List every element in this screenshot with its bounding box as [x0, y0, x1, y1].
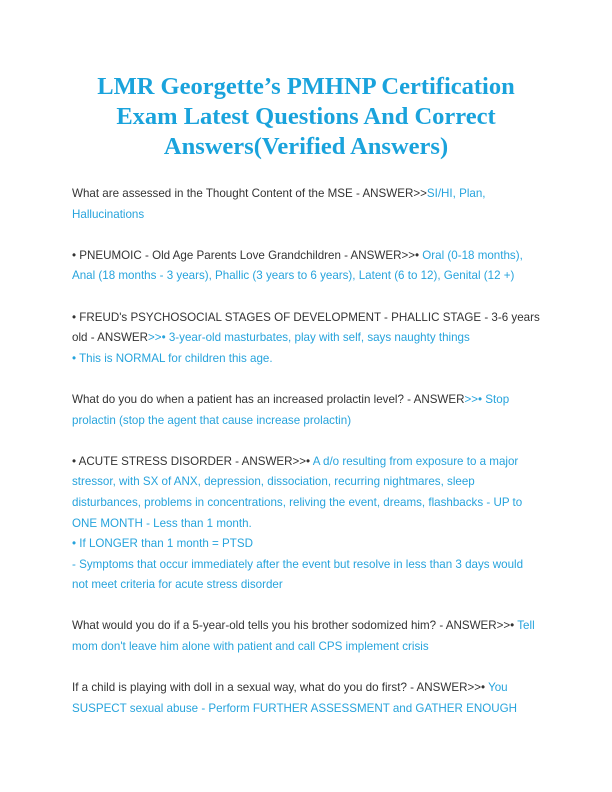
answer-text: Tell mom don't leave him alone with patient and call CPS implement crisis	[72, 619, 535, 654]
answer-text: >>• 3-year-old masturbates, play with self, says naughty things	[148, 331, 470, 345]
answer-text: You SUSPECT sexual abuse - Perform FURTHER ASSESSMENT and GATHER ENOUGH	[72, 681, 517, 715]
answer-text: Oral (0-18 months), Anal (18 months - 3 years), Phallic (3 years to 6 years), Latent (6 to 12), Genital (12 +)	[72, 248, 523, 283]
qa-entry	[72, 246, 540, 287]
answer-text: • This is NORMAL for children this age.	[72, 351, 273, 365]
title-line: Exam Latest Questions And Correct	[116, 103, 496, 130]
question-text: • PNEUMOIC - Old Age Parents Love Grandchildren - ANSWER>>•	[72, 248, 423, 262]
qa-entry	[72, 616, 540, 657]
qa-entry	[72, 678, 540, 719]
answer-text: >>• Stop prolactin (stop the agent that cause increase prolactin)	[72, 392, 510, 427]
answer-text: • If LONGER than 1 month = PTSD	[72, 537, 253, 551]
question-text: What do you do when a patient has an increased prolactin level? - ANSWER	[72, 392, 465, 406]
qa-entry	[72, 308, 540, 370]
answer-text: A d/o resulting from exposure to a major stressor, with SX of ANX, depression, dissociation, recurring nightmares, sleep disturbances, problems in concentrations, reliving the event, dreams, flashbacks - UP to ONE MONTH - Less than 1 month.	[72, 454, 523, 530]
title-line: LMR Georgette’s PMHNP Certification	[97, 73, 515, 100]
qa-entry	[72, 452, 540, 596]
question-text: What are assessed in the Thought Content of the MSE - ANSWER>>	[72, 187, 427, 200]
question-text: What would you do if a 5-year-old tells you his brother sodomized him? - ANSWER>>•	[72, 619, 518, 633]
question-text: • FREUD's PSYCHOSOCIAL STAGES OF DEVELOPMENT - PHALLIC STAGE - 3-6 years old - ANSWER	[72, 310, 540, 345]
qa-list	[72, 184, 540, 719]
answer-text: - Symptoms that occur immediately after the event but resolve in less than 3 days would not meet criteria for acute stress disorder	[72, 557, 524, 592]
qa-entry	[72, 390, 540, 431]
title-line: Answers(Verified Answers)	[163, 133, 449, 160]
answer-text: SI/HI, Plan, Hallucinations	[72, 187, 486, 221]
document-title	[72, 72, 540, 162]
question-text: If a child is playing with doll in a sexual way, what do you do first? - ANSWER>>•	[72, 681, 489, 695]
question-text: • ACUTE STRESS DISORDER - ANSWER>>•	[72, 454, 313, 468]
qa-entry	[72, 184, 540, 225]
